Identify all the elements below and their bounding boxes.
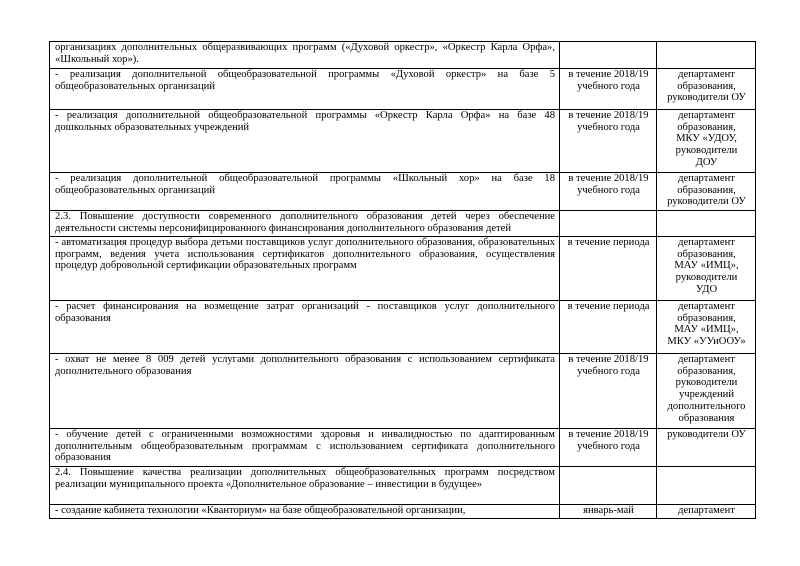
task-cell: 2.4. Повышение качества реализации дополнительных общеобразовательных программ посредством реализации муниципального проекта «Дополнительное образование – инвестиции в будущее» [50,467,560,505]
task-cell: - автоматизация процедур выбора детьми поставщиков услуг дополнительного образования, образовательных программ, ведения учета использования сертификатов дополнительного образования, осуществления процедур добровольной сертификации образовательных программ [50,237,560,301]
responsible-cell: департамент [657,505,756,519]
period-cell [560,42,657,69]
responsible-cell: департамент образования, руководители учреждений дополнительного образования [657,354,756,429]
responsible-cell [657,211,756,237]
table-row [50,69,756,110]
task-cell: - расчет финансирования на возмещение затрат организаций - поставщиков услуг дополнительного образования [50,301,560,354]
table-row [50,467,756,505]
responsible-cell: департамент образования, МКУ «УДОУ, руководители ДОУ [657,110,756,173]
table-row [50,354,756,429]
period-cell: январь-май [560,505,657,519]
period-cell: в течение 2018/19 учебного года [560,429,657,467]
period-cell: в течение 2018/19 учебного года [560,69,657,110]
responsible-cell: департамент образования, МАУ «ИМЦ», руководители УДО [657,237,756,301]
responsible-cell [657,42,756,69]
task-cell: - обучение детей с ограниченными возможностями здоровья и инвалидностью по адаптированным дополнительным общеобразовательным программам с использованием сертификата дополнительного образования [50,429,560,467]
task-cell: 2.3. Повышение доступности современного дополнительного образования детей через обеспечение деятельности системы персонифицированного финансирования дополнительного образования детей [50,211,560,237]
table-row [50,110,756,173]
task-cell: - реализация дополнительной общеобразовательной программы «Оркестр Карла Орфа» на базе 48 дошкольных образовательных учреждений [50,110,560,173]
table-row [50,173,756,211]
responsible-cell: департамент образования, руководители ОУ [657,173,756,211]
table-row [50,211,756,237]
period-cell: в течение периода [560,237,657,301]
period-cell [560,467,657,505]
period-cell: в течение 2018/19 учебного года [560,354,657,429]
responsible-cell [657,467,756,505]
table-row [50,505,756,519]
table-row [50,237,756,301]
task-cell: организациях дополнительных общеразвивающих программ («Духовой оркестр», «Оркестр Карла Орфа», «Школьный хор»). [50,42,560,69]
task-cell: - охват не менее 8 009 детей услугами дополнительного образования с использованием сертификата дополнительного образования [50,354,560,429]
responsible-cell: департамент образования, руководители ОУ [657,69,756,110]
table-row [50,42,756,69]
period-cell [560,211,657,237]
table-row [50,429,756,467]
task-cell: - создание кабинета технологии «Кванториум» на базе общеобразовательной организации, [50,505,560,519]
responsible-cell: департамент образования, МАУ «ИМЦ», МКУ «УУиООУ» [657,301,756,354]
period-cell: в течение 2018/19 учебного года [560,173,657,211]
table-row [50,301,756,354]
period-cell: в течение периода [560,301,657,354]
task-cell: - реализация дополнительной общеобразовательной программы «Духовой оркестр» на базе 5 общеобразовательных организаций [50,69,560,110]
responsible-cell: руководители ОУ [657,429,756,467]
plan-table [49,41,756,519]
task-cell: - реализация дополнительной общеобразовательной программы «Школьный хор» на базе 18 общеобразовательных организаций [50,173,560,211]
period-cell: в течение 2018/19 учебного года [560,110,657,173]
